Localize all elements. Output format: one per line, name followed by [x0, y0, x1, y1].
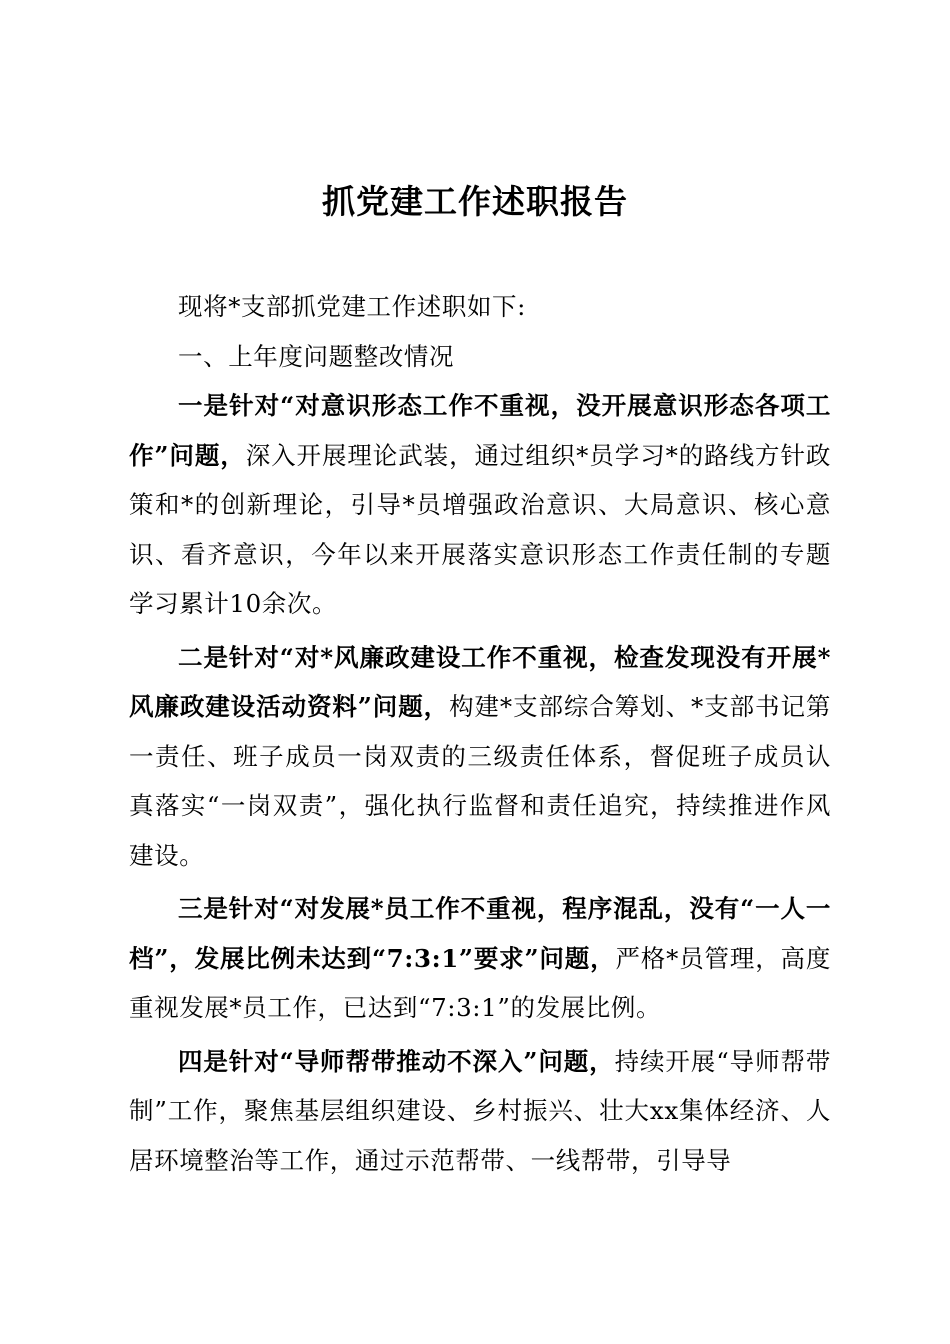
page-title: 抓党建工作述职报告	[322, 182, 628, 221]
paragraph-lead: 四是针对“导师帮带推动不深入”问题，	[178, 1046, 615, 1076]
paragraph-item-3	[129, 884, 831, 1033]
paragraph-lead: 一是针对“对意识形态工作不重视，没开展意识形态各项工作”问题，	[129, 391, 831, 470]
intro-paragraph: 现将*支部抓党建工作述职如下:	[178, 292, 527, 321]
document-body	[129, 282, 831, 1185]
paragraph-lead: 三是针对“对发展*员工作不重视，程序混乱，没有“一人一档”，发展比例未达到“7:3:1”要求”问题，	[129, 894, 831, 973]
paragraph-text: 深入开展理论武装，通过组织*员学习*的路线方针政策和*的创新理论，引导*员增强政治意识、大局意识、核心意识、看齐意识，今年以来开展落实意识形态工作责任制的专题学习累计10余次。	[129, 440, 831, 618]
paragraph-item-1	[129, 381, 831, 629]
paragraph-item-2	[129, 633, 831, 881]
paragraph-text: 构建*支部综合筹划、*支部书记第一责任、班子成员一岗双责的三级责任体系，督促班子成员认真落实“一岗双责”，强化执行监督和责任追究，持续推进作风建设。	[129, 692, 831, 870]
paragraph-text: 持续开展“导师帮带制”工作，聚焦基层组织建设、乡村振兴、壮大xx集体经济、人居环境整治等工作，通过示范帮带、一线帮带，引导导	[129, 1046, 831, 1175]
paragraph-text: 严格*员管理，高度重视发展*员工作，已达到“7:3:1”的发展比例。	[129, 943, 831, 1022]
paragraph-item-4	[129, 1037, 831, 1186]
section-heading: 一、上年度问题整改情况	[178, 341, 455, 371]
paragraph-lead: 二是针对“对*风廉政建设工作不重视，检查发现没有开展*风廉政建设活动资料”问题，	[129, 642, 831, 721]
